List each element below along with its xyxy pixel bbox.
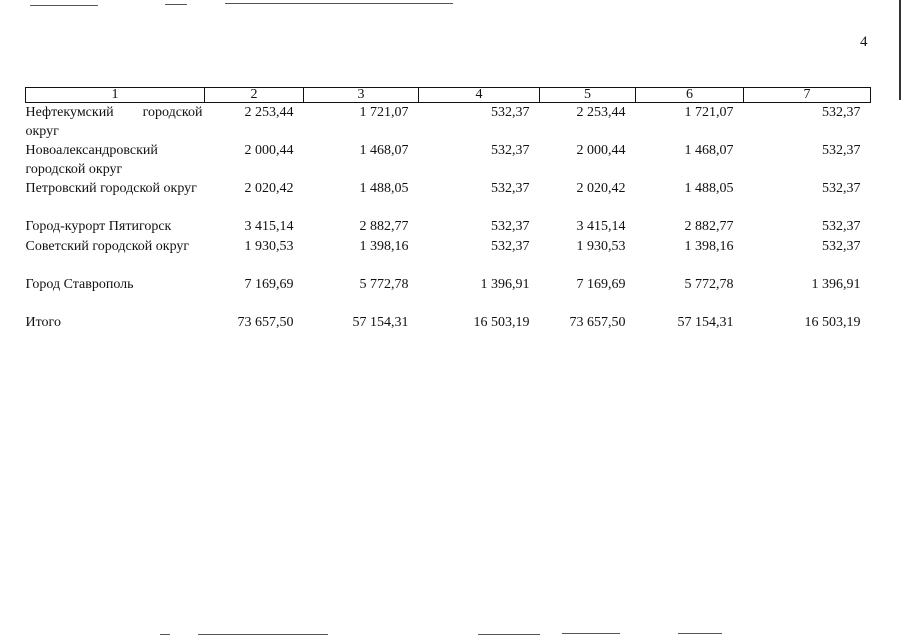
table-row: [26, 141, 871, 179]
column-header: 6: [636, 88, 744, 103]
table-row: [26, 237, 871, 275]
total-value: 16 503,19: [804, 315, 861, 330]
row-value: 2 000,44: [576, 143, 626, 158]
scan-artifact-bottom-4: [562, 633, 620, 634]
row-value: 1 398,16: [359, 239, 409, 254]
row-value: 2 882,77: [359, 219, 409, 234]
row-value: 1 468,07: [684, 143, 734, 158]
table-row: [26, 217, 871, 237]
row-value: 1 721,07: [359, 105, 409, 120]
scan-artifact-bottom-5: [678, 633, 722, 634]
column-header: 2: [205, 88, 304, 103]
row-value: 1 488,05: [359, 181, 409, 196]
row-value: 2 253,44: [244, 105, 294, 120]
header-row: [26, 88, 871, 103]
scan-artifact-top-right: [225, 3, 453, 4]
page-number: 4: [860, 34, 868, 50]
total-row: [26, 295, 871, 333]
row-name: Город-курорт Пятигорск: [25, 219, 172, 234]
total-label: Итого: [25, 315, 61, 330]
row-value: 3 415,14: [576, 219, 626, 234]
data-table: [25, 87, 871, 333]
row-value: 532,37: [491, 239, 530, 254]
row-value: 532,37: [822, 239, 861, 254]
scan-artifact-bottom-2: [198, 634, 328, 635]
row-name: Город Ставрополь: [25, 277, 134, 292]
row-value: 1 468,07: [359, 143, 409, 158]
row-value: 532,37: [822, 219, 861, 234]
row-value: 2 253,44: [576, 105, 626, 120]
table-row: [26, 275, 871, 295]
row-name: Петровский городской округ: [25, 181, 197, 196]
page-edge: [899, 0, 901, 100]
scan-artifact-bottom-1: [160, 634, 170, 635]
row-value: 1 930,53: [576, 239, 626, 254]
total-value: 73 657,50: [237, 315, 294, 330]
column-header: 1: [26, 88, 205, 103]
total-value: 16 503,19: [473, 315, 530, 330]
row-value: 532,37: [822, 143, 861, 158]
row-value: 532,37: [491, 219, 530, 234]
row-name: Новоалександровский городской округ: [25, 143, 158, 177]
row-value: 1 488,05: [684, 181, 734, 196]
row-value: 2 020,42: [576, 181, 626, 196]
row-value: 1 930,53: [244, 239, 294, 254]
total-value: 57 154,31: [352, 315, 409, 330]
total-value: 73 657,50: [569, 315, 626, 330]
row-value: 3 415,14: [244, 219, 294, 234]
row-value: 7 169,69: [244, 277, 294, 292]
row-value: 5 772,78: [684, 277, 734, 292]
row-value: 2 020,42: [244, 181, 294, 196]
column-header: 4: [419, 88, 540, 103]
table-row: [26, 179, 871, 217]
row-value: 1 398,16: [684, 239, 734, 254]
total-value: 57 154,31: [677, 315, 734, 330]
row-value: 532,37: [491, 105, 530, 120]
row-value: 2 882,77: [684, 219, 734, 234]
row-name: Нефтекумский городской округ: [25, 105, 203, 139]
column-header: 3: [304, 88, 419, 103]
row-value: 2 000,44: [244, 143, 294, 158]
row-value: 532,37: [491, 181, 530, 196]
row-value: 5 772,78: [359, 277, 409, 292]
scan-artifact-top-mid: [165, 4, 187, 5]
row-value: 532,37: [822, 105, 861, 120]
column-header: 7: [744, 88, 871, 103]
row-value: 1 721,07: [684, 105, 734, 120]
row-value: 7 169,69: [576, 277, 626, 292]
row-value: 532,37: [822, 181, 861, 196]
row-value: 1 396,91: [480, 277, 530, 292]
row-value: 1 396,91: [811, 277, 861, 292]
row-name: Советский городской округ: [25, 239, 190, 254]
scan-artifact-top-left: [30, 5, 98, 6]
table-row: [26, 103, 871, 142]
scan-artifact-bottom-3: [478, 634, 540, 635]
column-header: 5: [540, 88, 636, 103]
row-value: 532,37: [491, 143, 530, 158]
